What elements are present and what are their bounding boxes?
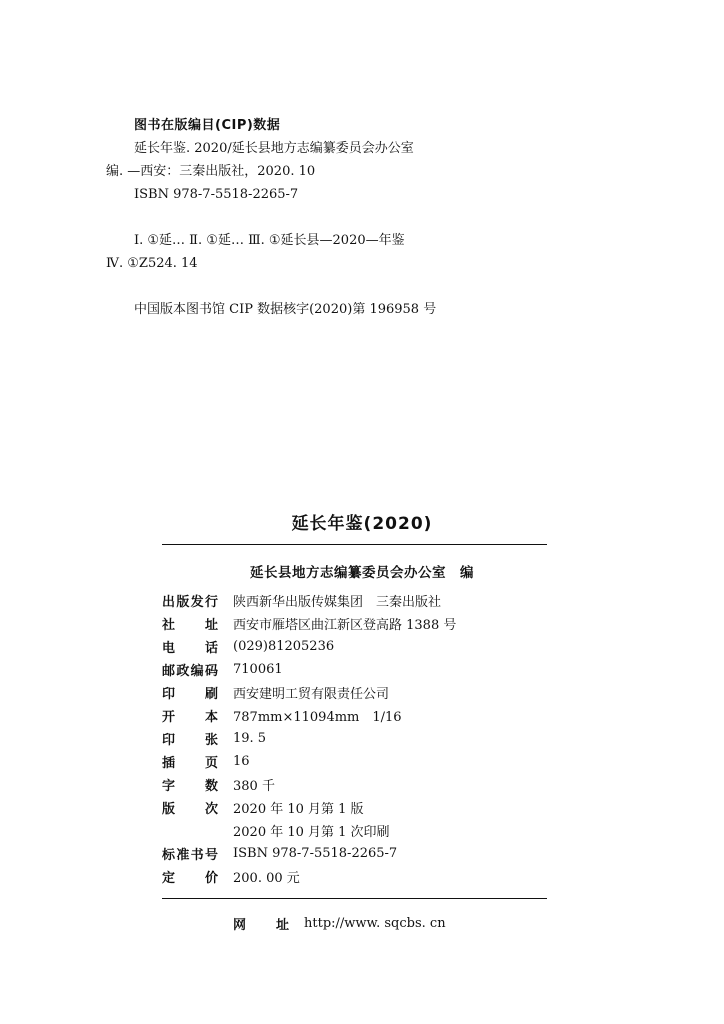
spec-label: 开 本: [162, 709, 218, 725]
cip-line-isbn: ISBN 978-7-5518-2265-7: [134, 187, 299, 202]
spec-label: 标准书号: [162, 847, 218, 863]
spec-value: 710061: [233, 661, 283, 677]
spec-value: 2020 年 10 月第 1 版: [233, 801, 364, 817]
spec-row-postcode: [162, 659, 283, 679]
spec-row-edition: [162, 797, 364, 817]
spec-label: 印 刷: [162, 686, 218, 702]
cip-line-classification: Ⅰ. ①延… Ⅱ. ①延… Ⅲ. ①延长县—2020—年鉴: [134, 233, 405, 248]
spec-row-word-count: [162, 774, 275, 794]
cip-line-record-number: 中国版本图书馆 CIP 数据核字(2020)第 196958 号: [134, 302, 437, 317]
book-title: 延长年鉴(2020): [291, 514, 433, 534]
spec-value: 陕西新华出版传媒集团 三秦出版社: [233, 594, 442, 610]
spec-label: 社 址: [162, 617, 218, 633]
bottom-divider: [162, 898, 547, 899]
top-divider: [162, 544, 547, 545]
spec-row-phone: [162, 636, 334, 656]
spec-value: ISBN 978-7-5518-2265-7: [233, 845, 398, 861]
spec-value: 2020 年 10 月第 1 次印刷: [233, 824, 390, 840]
spec-row-printer: [162, 682, 389, 702]
spec-row-sheets: [162, 728, 266, 748]
spec-row-address: [162, 613, 456, 633]
spec-row-isbn: [162, 843, 397, 863]
spec-value: 16: [233, 753, 250, 769]
website-label: 网 址: [233, 918, 289, 933]
spec-label: 定 价: [162, 870, 218, 886]
website-url[interactable]: http://www. sqcbs. cn: [304, 916, 446, 931]
spec-value: 西安市雁塔区曲江新区登高路 1388 号: [233, 617, 457, 633]
spec-row-printing: [162, 820, 390, 840]
spec-label: 字 数: [162, 778, 218, 794]
spec-row-price: [162, 866, 300, 886]
cip-line-class-number: Ⅳ. ①Z524. 14: [106, 256, 198, 271]
spec-value: 787mm×11094mm 1/16: [233, 709, 402, 725]
spec-value: (029)81205236: [233, 638, 335, 654]
spec-row-format: [162, 705, 402, 725]
cip-line-publisher: 编. —西安：三秦出版社，2020. 10: [106, 164, 316, 179]
website-row: [233, 914, 446, 933]
book-compiler: 延长县地方志编纂委员会办公室 编: [250, 565, 474, 581]
spec-value: 200. 00 元: [233, 870, 300, 886]
spec-label: 邮政编码: [162, 663, 218, 679]
spec-value: 380 千: [233, 778, 275, 794]
spec-value: 19. 5: [233, 730, 267, 746]
spec-value: 西安建明工贸有限责任公司: [233, 686, 390, 702]
spec-row-publisher: [162, 590, 441, 610]
spec-label: 出版发行: [162, 594, 218, 610]
spec-label: 印 张: [162, 732, 218, 748]
spec-label: 电 话: [162, 640, 218, 656]
spec-row-inserts: [162, 751, 250, 771]
cip-line-title: 延长年鉴. 2020/延长县地方志编纂委员会办公室: [134, 141, 414, 156]
cip-heading: 图书在版编目(CIP)数据: [134, 118, 281, 133]
spec-label: 版 次: [162, 801, 218, 817]
spec-label: 插 页: [162, 755, 218, 771]
